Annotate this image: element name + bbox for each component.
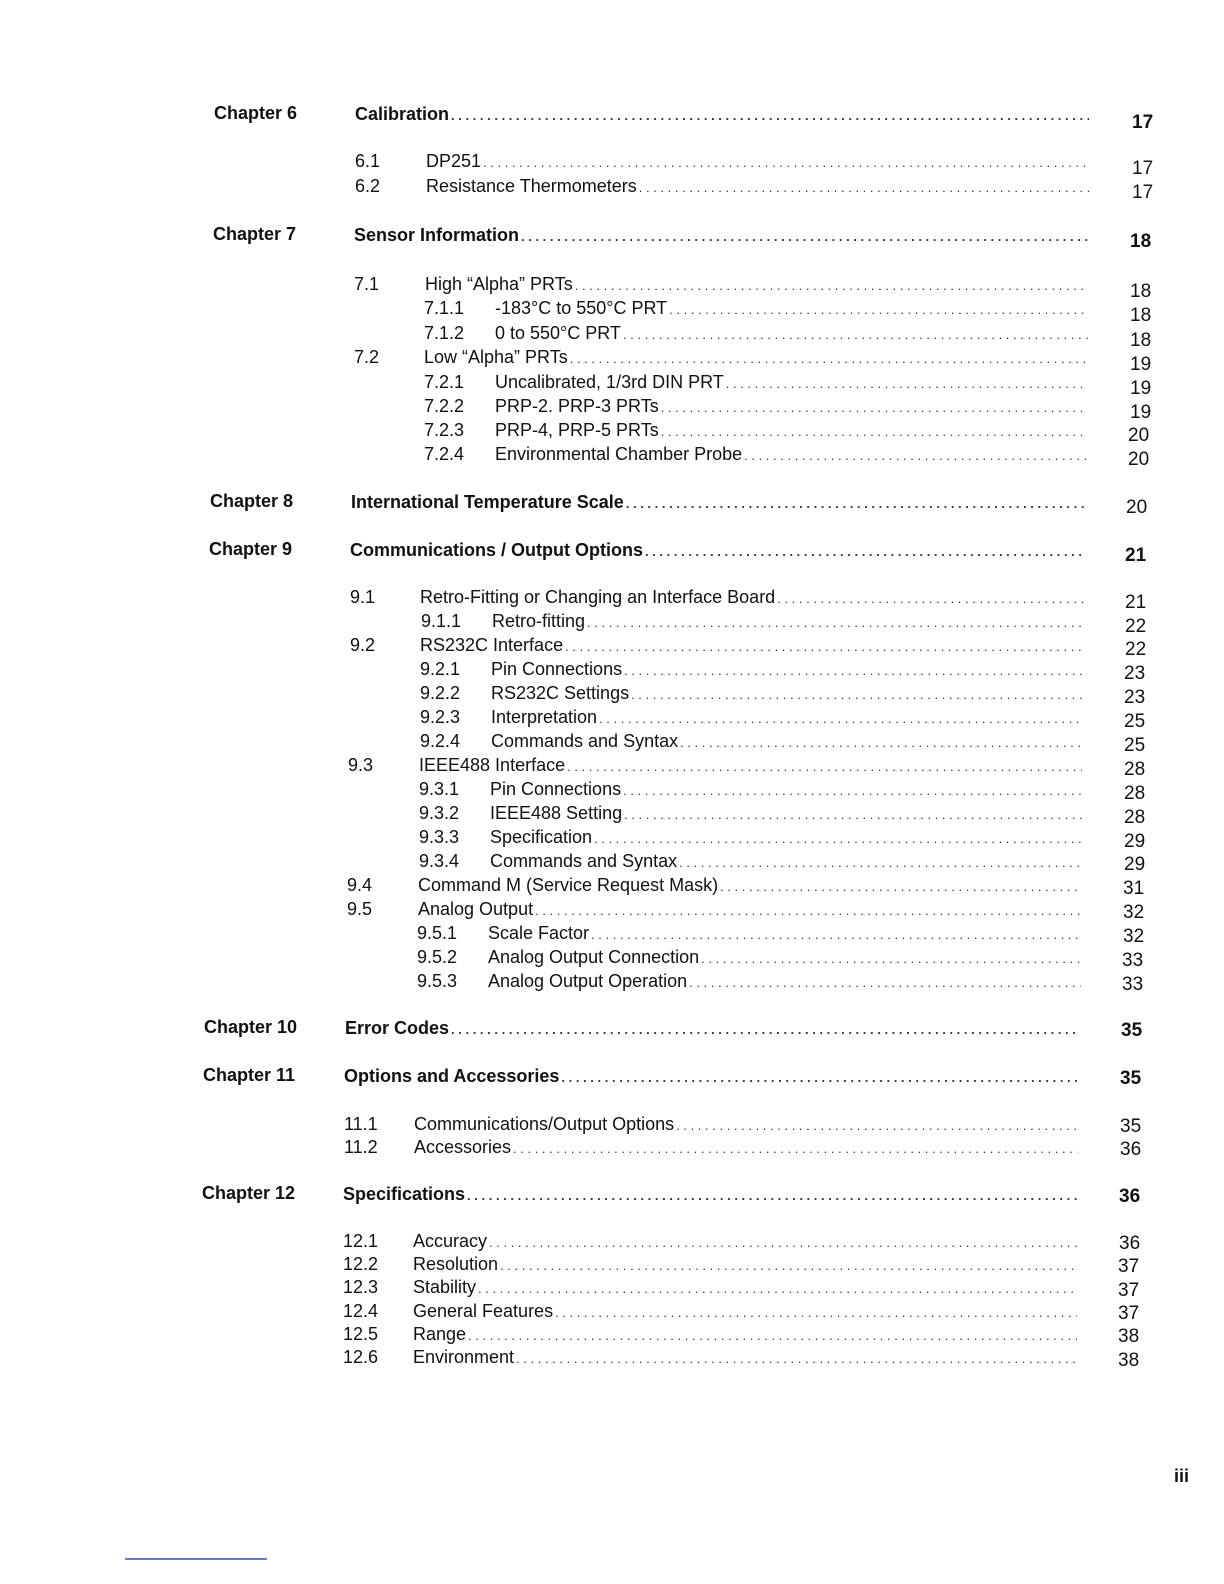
section-number: 7.2.2	[424, 396, 465, 416]
leader-dots	[661, 423, 1088, 441]
toc-subsection-row[interactable]	[424, 420, 1094, 441]
section-number: 9.3	[348, 755, 374, 775]
section-number: 11.2	[344, 1137, 378, 1157]
section-title: Scale Factor	[488, 923, 590, 943]
leader-dots	[676, 1117, 1078, 1135]
leader-dots	[689, 974, 1081, 992]
toc-chapter-row[interactable]	[343, 1184, 1084, 1205]
page-number: 18	[1130, 231, 1152, 252]
toc-section-row[interactable]	[343, 1347, 1083, 1368]
section-number: 9.2.1	[420, 659, 461, 679]
chapter-label: Chapter 6	[214, 103, 298, 123]
toc-subsection-row[interactable]	[419, 851, 1089, 872]
toc-subsection-row[interactable]	[419, 827, 1089, 848]
page-number: 25	[1124, 735, 1146, 756]
page-number: 22	[1125, 616, 1147, 637]
chapter-label: Chapter 8	[210, 491, 294, 511]
chapter-title: Calibration	[355, 104, 450, 124]
leader-dots	[500, 1257, 1077, 1275]
page-number: 25	[1124, 711, 1146, 732]
toc-section-row[interactable]	[343, 1301, 1083, 1322]
toc-subsection-row[interactable]	[420, 731, 1090, 752]
section-number: 9.5	[347, 899, 373, 919]
leader-dots	[535, 902, 1081, 920]
toc-subsection-row[interactable]	[424, 323, 1094, 344]
section-title: Retro-fitting	[492, 611, 586, 631]
toc-chapter-row[interactable]	[350, 540, 1090, 561]
page-number: 21	[1125, 592, 1147, 613]
leader-dots	[631, 686, 1084, 704]
page-number: 36	[1119, 1233, 1141, 1254]
section-title: Analog Output Connection	[488, 947, 700, 967]
chapter-title: Options and Accessories	[344, 1066, 560, 1086]
leader-dots	[624, 662, 1084, 680]
section-number: 9.3.2	[419, 803, 460, 823]
leader-dots	[720, 878, 1081, 896]
page-number: 29	[1124, 854, 1146, 875]
page-number: 18	[1130, 305, 1152, 326]
page-number: 35	[1120, 1068, 1142, 1089]
chapter-label: Chapter 11	[203, 1065, 296, 1085]
toc-section-row[interactable]	[343, 1324, 1083, 1345]
leader-dots	[565, 638, 1084, 656]
section-title: Communications/Output Options	[414, 1114, 675, 1134]
leader-dots	[623, 326, 1088, 344]
leader-dots	[701, 950, 1081, 968]
page-number: 28	[1124, 807, 1146, 828]
section-title: Commands and Syntax	[490, 851, 678, 871]
leader-dots	[726, 375, 1088, 393]
page-number: 19	[1130, 378, 1152, 399]
section-number: 9.1.1	[421, 611, 462, 631]
section-number: 12.5	[343, 1324, 379, 1344]
leader-dots	[669, 301, 1088, 319]
chapter-title: Sensor Information	[354, 225, 520, 245]
leader-dots	[513, 1140, 1078, 1158]
toc-subsection-row[interactable]	[417, 947, 1087, 968]
leader-dots	[639, 179, 1089, 197]
leader-dots	[567, 758, 1082, 776]
section-title: Pin Connections	[490, 779, 622, 799]
chapter-title: Specifications	[343, 1184, 466, 1204]
section-title: Resistance Thermometers	[426, 176, 637, 196]
toc-section-row[interactable]	[344, 1114, 1084, 1135]
leader-dots	[521, 228, 1088, 246]
section-title: Commands and Syntax	[491, 731, 679, 751]
toc-subsection-row[interactable]	[420, 659, 1090, 680]
section-number: 7.2.4	[424, 444, 465, 464]
section-number: 9.2.2	[420, 683, 461, 703]
section-number: 9.5.1	[417, 923, 458, 943]
toc-section-row[interactable]	[350, 635, 1090, 656]
leader-dots	[680, 734, 1084, 752]
leader-dots	[451, 1021, 1080, 1039]
section-number: 7.1.2	[424, 323, 465, 343]
page-number: 17	[1132, 112, 1154, 133]
chapter-title: International Temperature Scale	[351, 492, 624, 512]
leader-dots	[468, 1327, 1077, 1345]
section-title: Analog Output	[418, 899, 534, 919]
page-number: 33	[1122, 950, 1144, 971]
toc-chapter-row[interactable]	[351, 492, 1091, 513]
toc-subsection-row[interactable]	[424, 372, 1094, 393]
section-number: 9.4	[347, 875, 373, 895]
section-title: Interpretation	[491, 707, 598, 727]
section-number: 9.3.4	[419, 851, 460, 871]
page-number: 17	[1132, 158, 1154, 179]
toc-section-row[interactable]	[343, 1277, 1083, 1298]
section-title: General Features	[413, 1301, 554, 1321]
section-title: Resolution	[413, 1254, 499, 1274]
leader-dots	[467, 1187, 1078, 1205]
page-number: 17	[1132, 182, 1154, 203]
toc-section-row[interactable]	[350, 587, 1090, 608]
section-title: Range	[413, 1324, 467, 1344]
leader-dots	[594, 830, 1083, 848]
leader-dots	[599, 710, 1084, 728]
page-number: 20	[1128, 449, 1150, 470]
section-number: 12.3	[343, 1277, 379, 1297]
section-number: 12.2	[343, 1254, 379, 1274]
leader-dots	[661, 399, 1088, 417]
section-number: 6.1	[355, 151, 381, 171]
page-number: 36	[1119, 1186, 1141, 1207]
leader-dots	[679, 854, 1083, 872]
page-number: 37	[1118, 1303, 1140, 1324]
chapter-label: Chapter 12	[202, 1183, 296, 1203]
section-number: 7.1.1	[424, 298, 465, 318]
toc-chapter-row[interactable]	[354, 225, 1094, 246]
toc-section-row[interactable]	[344, 1137, 1084, 1158]
section-number: 9.5.2	[417, 947, 458, 967]
page-number: 18	[1130, 281, 1152, 302]
section-title: Stability	[413, 1277, 477, 1297]
toc-subsection-row[interactable]	[419, 803, 1089, 824]
toc-section-row[interactable]	[343, 1254, 1083, 1275]
section-number: 6.2	[355, 176, 381, 196]
page-number: 23	[1124, 663, 1146, 684]
section-number: 9.1	[350, 587, 376, 607]
section-title: Accuracy	[413, 1231, 488, 1251]
chapter-title: Error Codes	[345, 1018, 450, 1038]
section-title: DP251	[426, 151, 482, 171]
leader-dots	[570, 350, 1088, 368]
section-title: PRP-2. PRP-3 PRTs	[495, 396, 659, 416]
toc-subsection-row[interactable]	[424, 396, 1094, 417]
leader-dots	[483, 154, 1089, 172]
chapter-label: Chapter 9	[209, 539, 293, 559]
section-title: Low “Alpha” PRTs	[424, 347, 568, 367]
section-title: IEEE488 Setting	[490, 803, 623, 823]
page-number: 20	[1128, 425, 1150, 446]
footer-rule	[125, 1558, 267, 1560]
leader-dots	[575, 277, 1088, 295]
page-number: 38	[1118, 1350, 1140, 1371]
toc-section-row[interactable]	[347, 875, 1087, 896]
toc-section-row[interactable]	[354, 274, 1094, 295]
section-number: 9.2.4	[420, 731, 461, 751]
page-number: 29	[1124, 831, 1146, 852]
toc-section-row[interactable]	[355, 151, 1095, 172]
page-number: 33	[1122, 974, 1144, 995]
chapter-label: Chapter 7	[213, 224, 297, 244]
page-number: 20	[1126, 497, 1148, 518]
section-number: 7.2.1	[424, 372, 465, 392]
page-number: 21	[1125, 545, 1147, 566]
page-number: 22	[1125, 639, 1147, 660]
page-number: 35	[1120, 1116, 1142, 1137]
section-title: Retro-Fitting or Changing an Interface Board	[420, 587, 776, 607]
leader-dots	[555, 1304, 1077, 1322]
page-number: 28	[1124, 783, 1146, 804]
page-number: 19	[1130, 402, 1152, 423]
section-title: IEEE488 Interface	[419, 755, 566, 775]
page-number: 23	[1124, 687, 1146, 708]
section-title: Command M (Service Request Mask)	[418, 875, 719, 895]
section-number: 9.5.3	[417, 971, 458, 991]
toc-chapter-row[interactable]	[344, 1066, 1085, 1087]
section-number: 9.2.3	[420, 707, 461, 727]
page-number: 28	[1124, 759, 1146, 780]
leader-dots	[626, 495, 1085, 513]
section-title: Specification	[490, 827, 593, 847]
section-title: Pin Connections	[491, 659, 623, 679]
toc-subsection-row[interactable]	[424, 444, 1094, 465]
section-title: RS232C Settings	[491, 683, 630, 703]
leader-dots	[624, 806, 1083, 824]
toc-subsection-row[interactable]	[419, 779, 1089, 800]
toc-subsection-row[interactable]	[424, 298, 1094, 319]
toc-subsection-row[interactable]	[417, 971, 1087, 992]
section-title: Analog Output Operation	[488, 971, 688, 991]
page-number: 38	[1118, 1326, 1140, 1347]
leader-dots	[587, 614, 1084, 632]
page-number: 36	[1120, 1139, 1142, 1160]
section-title: PRP-4, PRP-5 PRTs	[495, 420, 659, 440]
section-number: 12.1	[343, 1231, 379, 1251]
section-title: Uncalibrated, 1/3rd DIN PRT	[495, 372, 724, 392]
toc-chapter-row[interactable]	[345, 1018, 1086, 1039]
leader-dots	[478, 1280, 1077, 1298]
page-number: 18	[1130, 330, 1152, 351]
toc-section-row[interactable]	[354, 347, 1094, 368]
section-number: 9.3.3	[419, 827, 460, 847]
toc-section-row[interactable]	[348, 755, 1088, 776]
page-number: 19	[1130, 354, 1152, 375]
section-number: 9.3.1	[419, 779, 460, 799]
leader-dots	[489, 1234, 1077, 1252]
page-number: 37	[1118, 1280, 1140, 1301]
leader-dots	[561, 1069, 1079, 1087]
section-number: 12.6	[343, 1347, 379, 1367]
toc-subsection-row[interactable]	[420, 707, 1090, 728]
section-title: RS232C Interface	[420, 635, 564, 655]
section-title: -183°C to 550°C PRT	[495, 298, 668, 318]
section-number: 7.2.3	[424, 420, 465, 440]
leader-dots	[744, 447, 1088, 465]
toc-subsection-row[interactable]	[417, 923, 1087, 944]
toc-section-row[interactable]	[347, 899, 1087, 920]
chapter-label: Chapter 10	[204, 1017, 298, 1037]
section-title: Environmental Chamber Probe	[495, 444, 743, 464]
leader-dots	[451, 107, 1089, 125]
section-title: 0 to 550°C PRT	[495, 323, 621, 343]
leader-dots	[623, 782, 1083, 800]
leader-dots	[516, 1350, 1077, 1368]
toc-subsection-row[interactable]	[420, 683, 1090, 704]
page-folio: iii	[1174, 1466, 1190, 1486]
section-number: 11.1	[344, 1114, 378, 1134]
leader-dots	[645, 543, 1084, 561]
toc-section-row[interactable]	[343, 1231, 1083, 1252]
page-number: 31	[1123, 878, 1145, 899]
toc-subsection-row[interactable]	[421, 611, 1090, 632]
page-number: 32	[1123, 926, 1145, 947]
section-title: Accessories	[414, 1137, 512, 1157]
toc-section-row[interactable]	[355, 176, 1095, 197]
page-number: 32	[1123, 902, 1145, 923]
leader-dots	[777, 590, 1084, 608]
page-number: 35	[1121, 1020, 1143, 1041]
toc-chapter-row[interactable]	[355, 104, 1095, 125]
section-title: High “Alpha” PRTs	[425, 274, 573, 294]
page-number: 37	[1118, 1256, 1140, 1277]
chapter-title: Communications / Output Options	[350, 540, 643, 560]
section-number: 9.2	[350, 635, 376, 655]
section-number: 7.2	[354, 347, 380, 367]
section-title: Environment	[413, 1347, 515, 1367]
section-number: 12.4	[343, 1301, 379, 1321]
section-number: 7.1	[354, 274, 380, 294]
leader-dots	[591, 926, 1081, 944]
